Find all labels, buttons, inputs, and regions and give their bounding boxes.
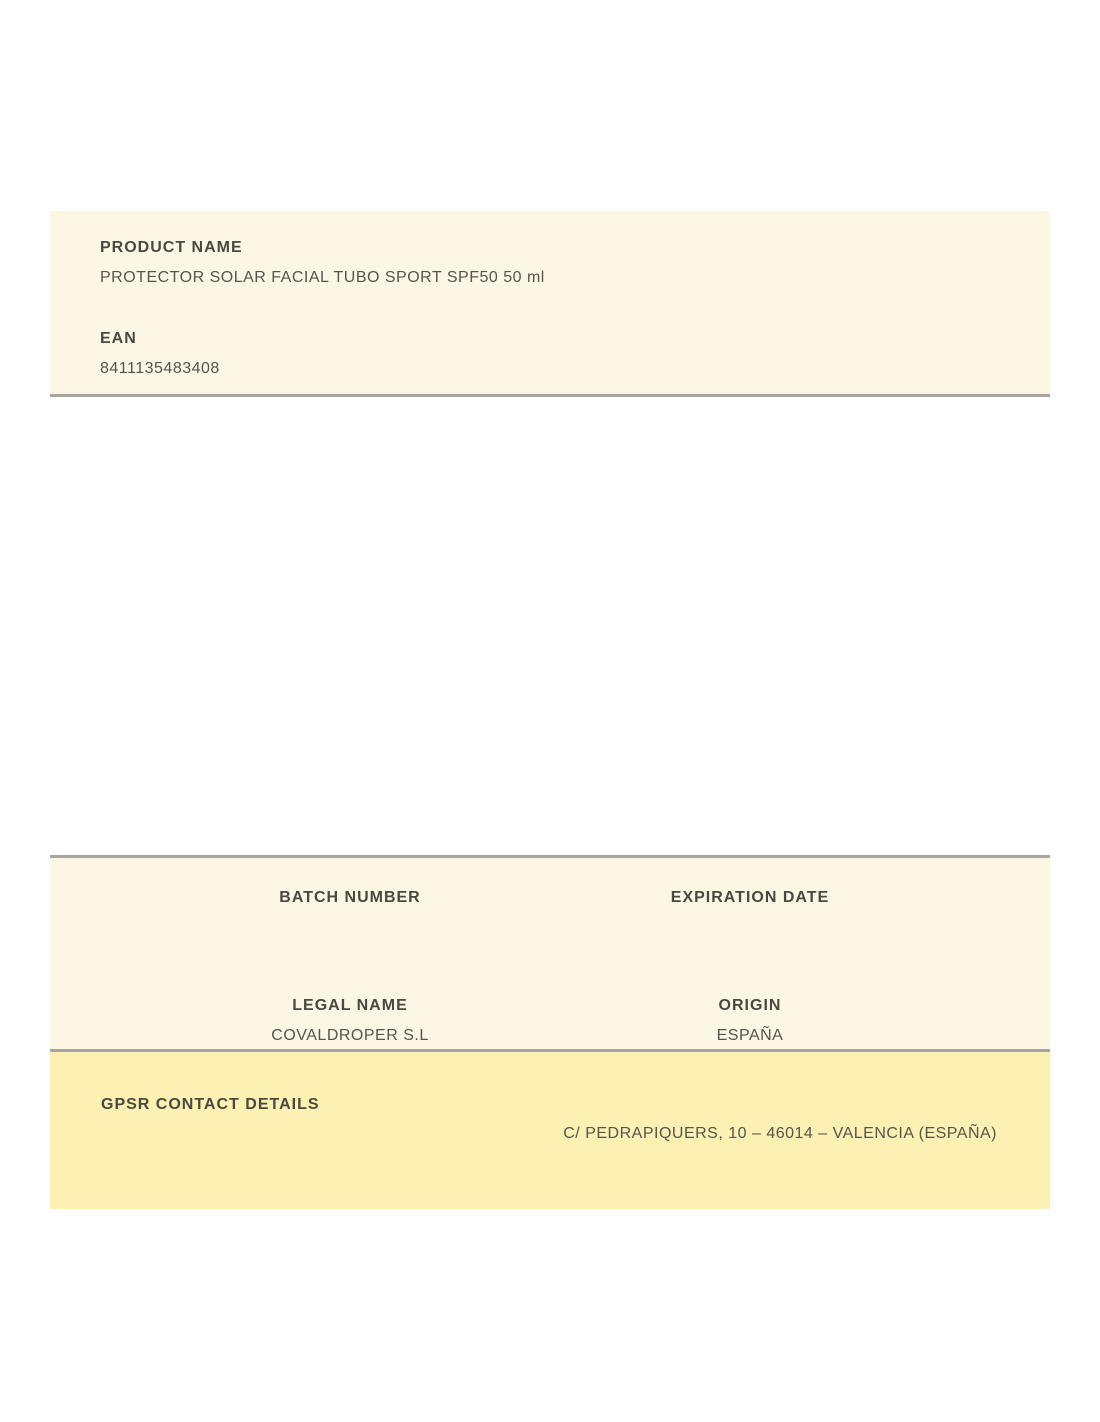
- origin-label: ORIGIN: [718, 997, 782, 1014]
- legal-name-value: COVALDROPER S.L: [271, 1027, 429, 1044]
- product-name-field: [100, 238, 1000, 288]
- expiration-date-label: EXPIRATION DATE: [670, 889, 830, 906]
- gpsr-contact-address: C/ PEDRAPIQUERS, 10 – 46014 – VALENCIA (ESPAÑA): [563, 1125, 997, 1142]
- expiration-origin-column: [550, 885, 950, 1049]
- product-name-value: PROTECTOR SOLAR FACIAL TUBO SPORT SPF50 50 ml: [100, 269, 545, 286]
- ean-value: 8411135483408: [100, 360, 220, 377]
- product-info-section: [50, 211, 1050, 397]
- expiration-date-value-blank: [550, 907, 950, 926]
- batch-number-label: BATCH NUMBER: [279, 889, 421, 906]
- batch-legal-column: [150, 885, 550, 1049]
- batch-info-section: [50, 855, 1050, 1052]
- ean-field: [100, 329, 1000, 379]
- origin-value: ESPAÑA: [716, 1027, 784, 1044]
- ean-label: EAN: [100, 330, 137, 347]
- gpsr-contact-label: GPSR CONTACT DETAILS: [101, 1096, 320, 1113]
- legal-name-label: LEGAL NAME: [292, 997, 408, 1014]
- product-name-label: PRODUCT NAME: [100, 239, 243, 256]
- batch-number-value-blank: [150, 907, 550, 926]
- gpsr-contact-section: [50, 1052, 1050, 1209]
